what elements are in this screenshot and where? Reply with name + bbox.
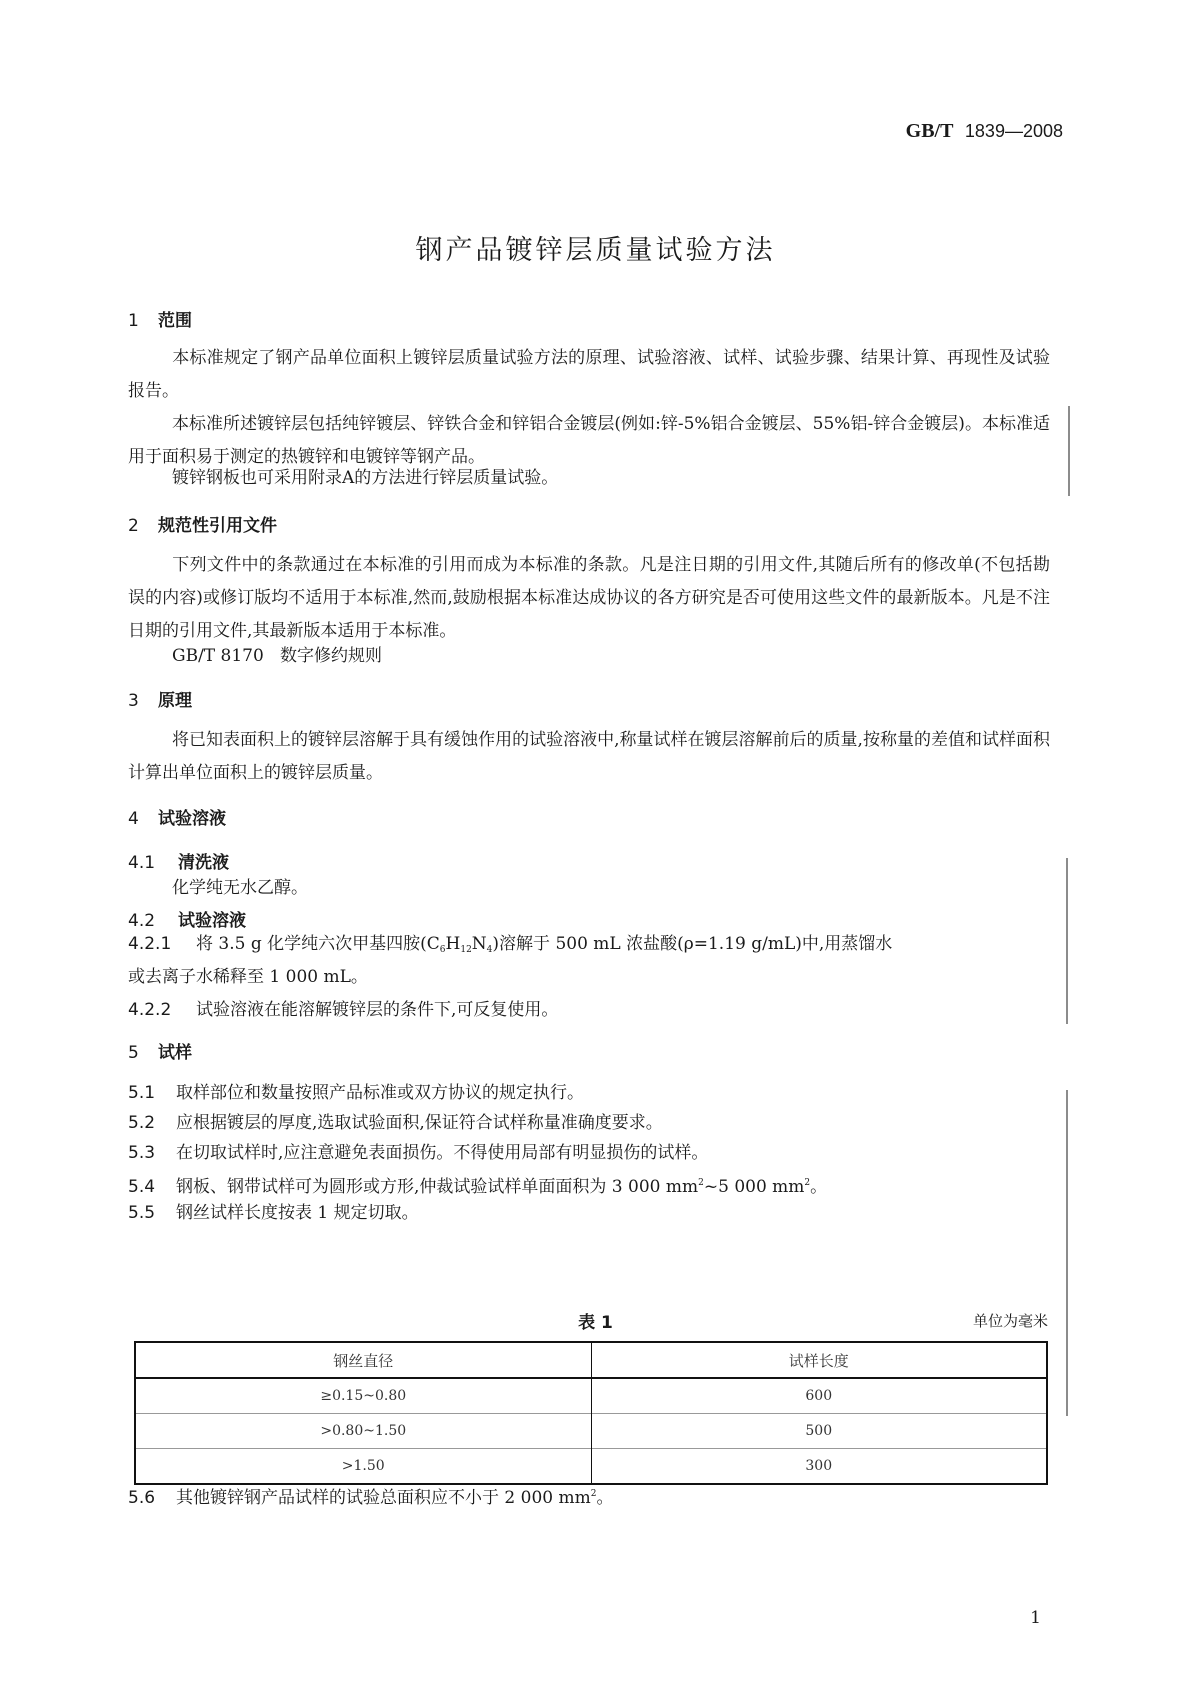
clause-5-1 (128, 1077, 1050, 1110)
section-1-paragraph-3 (128, 462, 1050, 495)
superscript: 2 (590, 1489, 597, 1499)
clause-5-5 (128, 1197, 1050, 1230)
clause-text: )溶解于 500 mL 浓盐酸(ρ=1.19 g/mL)中,用蒸馏水 (492, 934, 893, 954)
section-4-1-text: 化学纯无水乙醇。 (172, 878, 308, 898)
clause-number: 5.3 (128, 1143, 156, 1163)
section-title: 试验溶液 (178, 911, 246, 931)
clause-text: 钢板、钢带试样可为圆形或方形,仲裁试验试样单面面积为 3 000 mm (176, 1177, 699, 1197)
clause-text: 取样部位和数量按照产品标准或双方协议的规定执行。 (176, 1083, 584, 1103)
reference-name: 数字修约规则 (280, 646, 383, 666)
section-2-paragraph-1 (128, 549, 1050, 648)
clause-text: ~5 000 mm (703, 1177, 805, 1197)
clause-4-2-1-continued: 或去离子水稀释至 1 000 mL。 (128, 967, 368, 987)
table-cell: 300 (591, 1449, 1047, 1485)
paragraph-text: 将已知表面积上的镀锌层溶解于具有缓蚀作用的试验溶液中,称量试样在镀层溶解前后的质量,按称量的差值和试样面积计算出单位面积上的镀锌层质量。 (128, 730, 1050, 783)
subscript: 12 (460, 945, 472, 955)
section-3-paragraph-1 (128, 724, 1050, 790)
clause-text: H (445, 934, 461, 954)
section-title: 试样 (158, 1043, 192, 1063)
table-cell: >1.50 (135, 1449, 591, 1485)
section-number: 5 (128, 1043, 139, 1063)
page-number: 1 (1030, 1608, 1041, 1628)
clause-text: 将 3.5 g 化学纯六次甲基四胺(C (196, 934, 440, 954)
clause-text: 试验溶液在能溶解镀锌层的条件下,可反复使用。 (196, 1000, 559, 1020)
section-1-heading (128, 306, 192, 331)
clause-5-2 (128, 1107, 1050, 1140)
standard-number (906, 120, 1063, 143)
section-5-heading (128, 1038, 192, 1063)
section-number: 2 (128, 516, 139, 536)
section-number: 3 (128, 691, 139, 711)
clause-text: 。 (810, 1177, 828, 1197)
section-2-heading (128, 511, 277, 536)
subscript: 6 (439, 945, 446, 955)
change-bar (1066, 858, 1068, 1024)
table-cell: >0.80~1.50 (135, 1414, 591, 1449)
clause-number: 5.5 (128, 1203, 156, 1223)
superscript: 2 (698, 1178, 704, 1188)
clause-text: 应根据镀层的厚度,选取试验面积,保证符合试样称量准确度要求。 (176, 1113, 663, 1133)
section-title: 试验溶液 (158, 809, 226, 829)
column-header: 试样长度 (591, 1342, 1047, 1378)
clause-text: 在切取试样时,应注意避免表面损伤。不得使用局部有明显损伤的试样。 (176, 1143, 709, 1163)
standard-prefix: GB/T (905, 120, 954, 142)
clause-5-6 (128, 1478, 1050, 1515)
superscript: 2 (804, 1178, 811, 1188)
clause-text: 其他镀锌钢产品试样的试验总面积应不小于 2 000 mm (176, 1488, 591, 1508)
section-number: 4.1 (128, 853, 156, 873)
paragraph-text: 本标准规定了钢产品单位面积上镀锌层质量试验方法的原理、试验溶液、试样、试验步骤、结果计算、再现性及试验报告。 (128, 348, 1050, 401)
clause-text: N (471, 934, 487, 954)
paragraph-text: 镀锌钢板也可采用附录A的方法进行锌层质量试验。 (172, 468, 559, 488)
change-bar (1066, 1090, 1068, 1416)
section-3-heading (128, 686, 192, 711)
section-number: 1 (128, 311, 139, 331)
section-4-heading (128, 804, 226, 829)
table-caption: 表 1 (578, 1313, 613, 1333)
table-unit: 单位为毫米 (972, 1312, 1048, 1330)
table-header-row (135, 1342, 1047, 1378)
paragraph-text: 本标准所述镀锌层包括纯锌镀层、锌铁合金和锌铝合金镀层(例如:锌-5%铝合金镀层、55%铝-锌合金镀层)。本标准适用于面积易于测定的热镀锌和电镀锌等钢产品。 (128, 414, 1050, 467)
clause-5-3 (128, 1137, 1050, 1170)
section-number: 4 (128, 809, 139, 829)
clause-text: 。 (596, 1488, 614, 1508)
clause-number: 5.1 (128, 1083, 156, 1103)
column-header: 钢丝直径 (135, 1342, 591, 1378)
wire-sample-length-table (134, 1341, 1048, 1485)
section-title: 规范性引用文件 (158, 516, 277, 536)
paragraph-text: 下列文件中的条款通过在本标准的引用而成为本标准的条款。凡是注日期的引用文件,其随后所有的修改单(不包括勘误的内容)或修订版均不适用于本标准,然而,鼓励根据本标准达成协议的各方研究是否可使用这些文件的最新版本。凡是不注日期的引用文件,其最新版本适用于本标准。 (128, 555, 1050, 641)
section-1-paragraph-1 (128, 342, 1050, 408)
table-row (135, 1414, 1047, 1449)
change-bar (1068, 406, 1070, 496)
table-cell: ≥0.15~0.80 (135, 1378, 591, 1414)
table-row (135, 1378, 1047, 1414)
clause-number: 4.2.2 (128, 1000, 172, 1020)
section-title: 清洗液 (178, 853, 229, 873)
reference-code: GB/T 8170 (172, 646, 264, 666)
section-title: 范围 (158, 311, 192, 331)
standard-code: 1839—2008 (964, 121, 1063, 141)
clause-4-2-2 (128, 994, 1050, 1027)
section-4-1-heading (128, 848, 229, 873)
subscript: 4 (486, 945, 493, 955)
section-number: 4.2 (128, 911, 156, 931)
clause-number: 5.4 (128, 1177, 156, 1197)
table-cell: 500 (591, 1414, 1047, 1449)
clause-number: 5.2 (128, 1113, 156, 1133)
table-cell: 600 (591, 1378, 1047, 1414)
clause-text: 钢丝试样长度按表 1 规定切取。 (176, 1203, 419, 1223)
clause-number: 5.6 (128, 1488, 156, 1508)
normative-reference (172, 640, 1094, 673)
section-title: 原理 (158, 691, 192, 711)
clause-number: 4.2.1 (128, 934, 172, 954)
document-title: 钢产品镀锌层质量试验方法 (415, 235, 776, 266)
